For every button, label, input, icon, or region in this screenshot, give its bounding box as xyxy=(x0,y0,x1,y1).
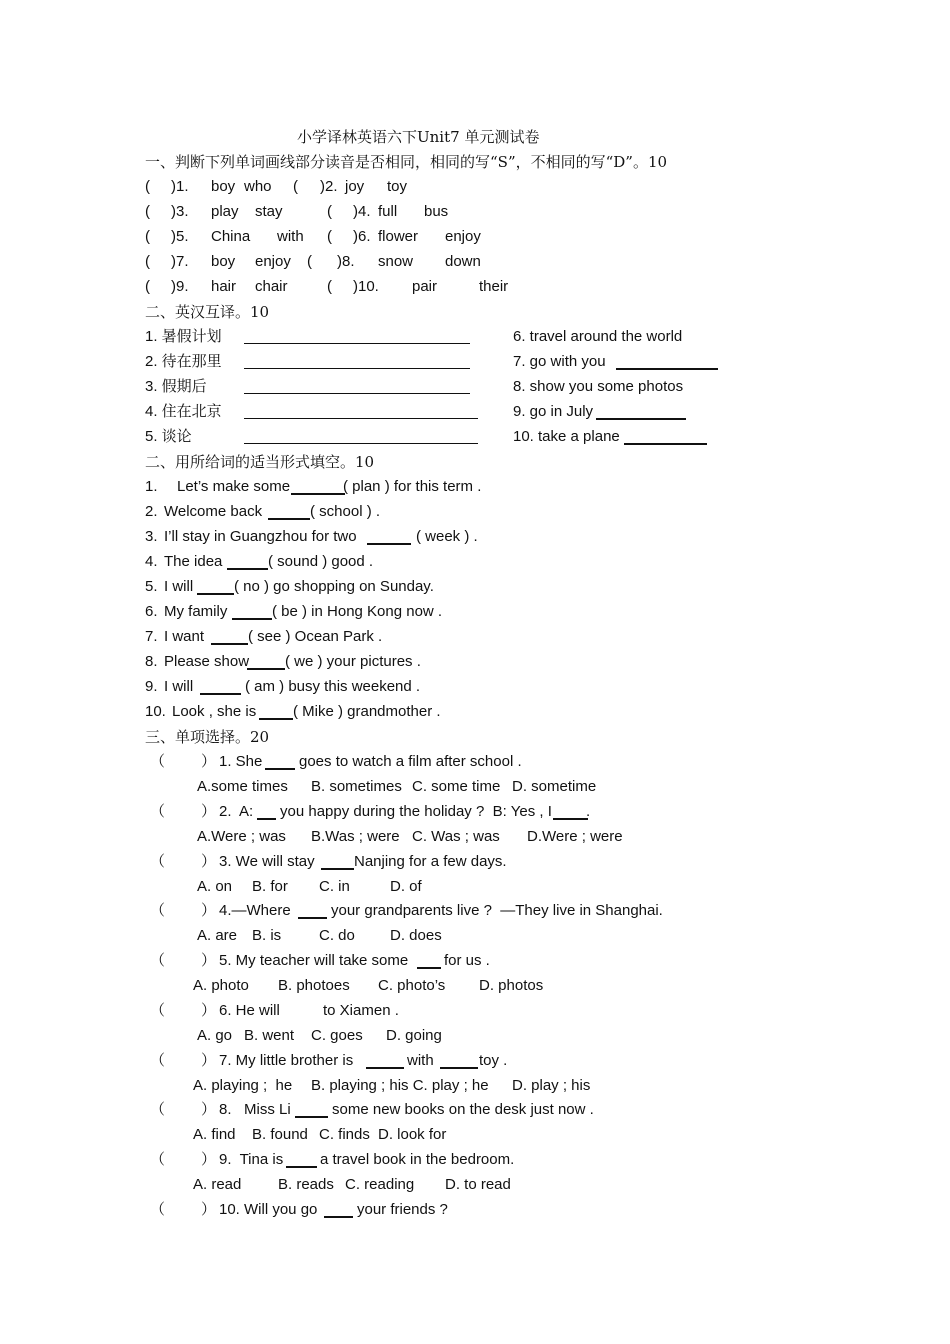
option-a[interactable]: A.Were ; was xyxy=(197,828,286,845)
option-b[interactable]: B.Was ; were xyxy=(311,828,400,845)
option-b[interactable]: B. sometimes xyxy=(311,778,402,795)
option-b[interactable]: B. playing ; his C. play ; he xyxy=(311,1077,489,1094)
answer-line[interactable] xyxy=(295,1116,328,1118)
answer-line[interactable] xyxy=(440,1067,478,1069)
option-c[interactable]: C. some time xyxy=(412,778,501,795)
option-c[interactable]: C. photo’s xyxy=(378,977,446,994)
list-item: 1. 暑假计划 xyxy=(145,328,222,345)
list-item: 10. take a plane xyxy=(513,428,620,445)
answer-line[interactable] xyxy=(286,1166,317,1168)
answer-line[interactable] xyxy=(244,418,478,419)
option-d[interactable]: D. to read xyxy=(445,1176,511,1193)
option-a[interactable]: A. playing ; he xyxy=(193,1077,293,1094)
answer-line[interactable] xyxy=(417,967,441,969)
list-item: 8. show you some photos xyxy=(513,378,684,395)
answer-line[interactable] xyxy=(244,343,470,344)
answer-line[interactable] xyxy=(367,543,411,545)
list-item: 9. go in July xyxy=(513,403,594,420)
list-item: 7. go with you xyxy=(513,353,606,370)
list-item: 5. 谈论 xyxy=(145,428,192,445)
answer-line[interactable] xyxy=(268,518,310,520)
option-d[interactable]: D. does xyxy=(390,927,442,944)
option-b[interactable]: B. is xyxy=(252,927,282,944)
section-4-heading: 三、单项选择。20 xyxy=(145,728,270,746)
option-a[interactable]: A. find xyxy=(193,1126,236,1143)
option-d[interactable]: D. going xyxy=(386,1027,442,1044)
option-d[interactable]: D. of xyxy=(390,878,422,895)
option-d[interactable]: D. sometime xyxy=(512,778,597,795)
page-title: 小学译林英语六下Unit7 单元测试卷 xyxy=(297,128,540,146)
option-d[interactable]: D. play ; his xyxy=(512,1077,591,1094)
section-2-heading: 二、英汉互译。10 xyxy=(145,303,270,321)
option-b[interactable]: B. for xyxy=(252,878,288,895)
answer-line[interactable] xyxy=(197,593,234,595)
list-item: 6. travel around the world xyxy=(513,328,683,345)
option-d[interactable]: D. photos xyxy=(479,977,544,994)
answer-line[interactable] xyxy=(596,418,686,420)
option-c[interactable]: C. goes xyxy=(311,1027,363,1044)
answer-line[interactable] xyxy=(298,917,327,919)
answer-line[interactable] xyxy=(259,718,293,720)
answer-line[interactable] xyxy=(624,443,707,445)
answer-line[interactable] xyxy=(227,568,268,570)
option-a[interactable]: A. read xyxy=(193,1176,242,1193)
answer-line[interactable] xyxy=(244,443,478,444)
answer-line[interactable] xyxy=(616,368,718,370)
option-c[interactable]: C. Was ; was xyxy=(412,828,500,845)
answer-line[interactable] xyxy=(265,768,295,770)
option-b[interactable]: B. found xyxy=(252,1126,308,1143)
answer-line[interactable] xyxy=(321,868,354,870)
answer-line[interactable] xyxy=(244,393,470,394)
answer-line[interactable] xyxy=(553,818,588,820)
answer-line[interactable] xyxy=(211,643,248,645)
list-item: 4. 住在北京 xyxy=(145,403,222,420)
list-item: 3. 假期后 xyxy=(145,378,207,395)
option-c[interactable]: C. in xyxy=(319,878,350,895)
option-d[interactable]: D. look for xyxy=(378,1126,447,1143)
option-d[interactable]: D.Were ; were xyxy=(527,828,623,845)
option-b[interactable]: B. went xyxy=(244,1027,295,1044)
answer-line[interactable] xyxy=(247,668,285,670)
answer-line[interactable] xyxy=(324,1216,353,1218)
option-a[interactable]: A. are xyxy=(197,927,238,944)
list-item: 2. 待在那里 xyxy=(145,353,222,370)
option-c[interactable]: C. finds xyxy=(319,1126,370,1143)
option-a[interactable]: A. go xyxy=(197,1027,233,1044)
option-a[interactable]: A.some times xyxy=(197,778,288,795)
option-a[interactable]: A. photo xyxy=(193,977,249,994)
option-a[interactable]: A. on xyxy=(197,878,233,895)
answer-line[interactable] xyxy=(200,693,241,695)
option-b[interactable]: B. photoes xyxy=(278,977,350,994)
answer-line[interactable] xyxy=(232,618,272,620)
answer-line[interactable] xyxy=(244,368,470,369)
option-c[interactable]: C. do xyxy=(319,927,355,944)
option-b[interactable]: B. reads xyxy=(278,1176,334,1193)
section-1-heading: 一、判断下列单词画线部分读音是否相同，相同的写“S”，不相同的写“D”。10 xyxy=(145,153,668,171)
section-3-heading: 二、用所给词的适当形式填空。10 xyxy=(145,453,375,471)
option-c[interactable]: C. reading xyxy=(345,1176,415,1193)
answer-line[interactable] xyxy=(257,818,276,820)
answer-line[interactable] xyxy=(366,1067,404,1069)
answer-line[interactable] xyxy=(291,493,345,495)
